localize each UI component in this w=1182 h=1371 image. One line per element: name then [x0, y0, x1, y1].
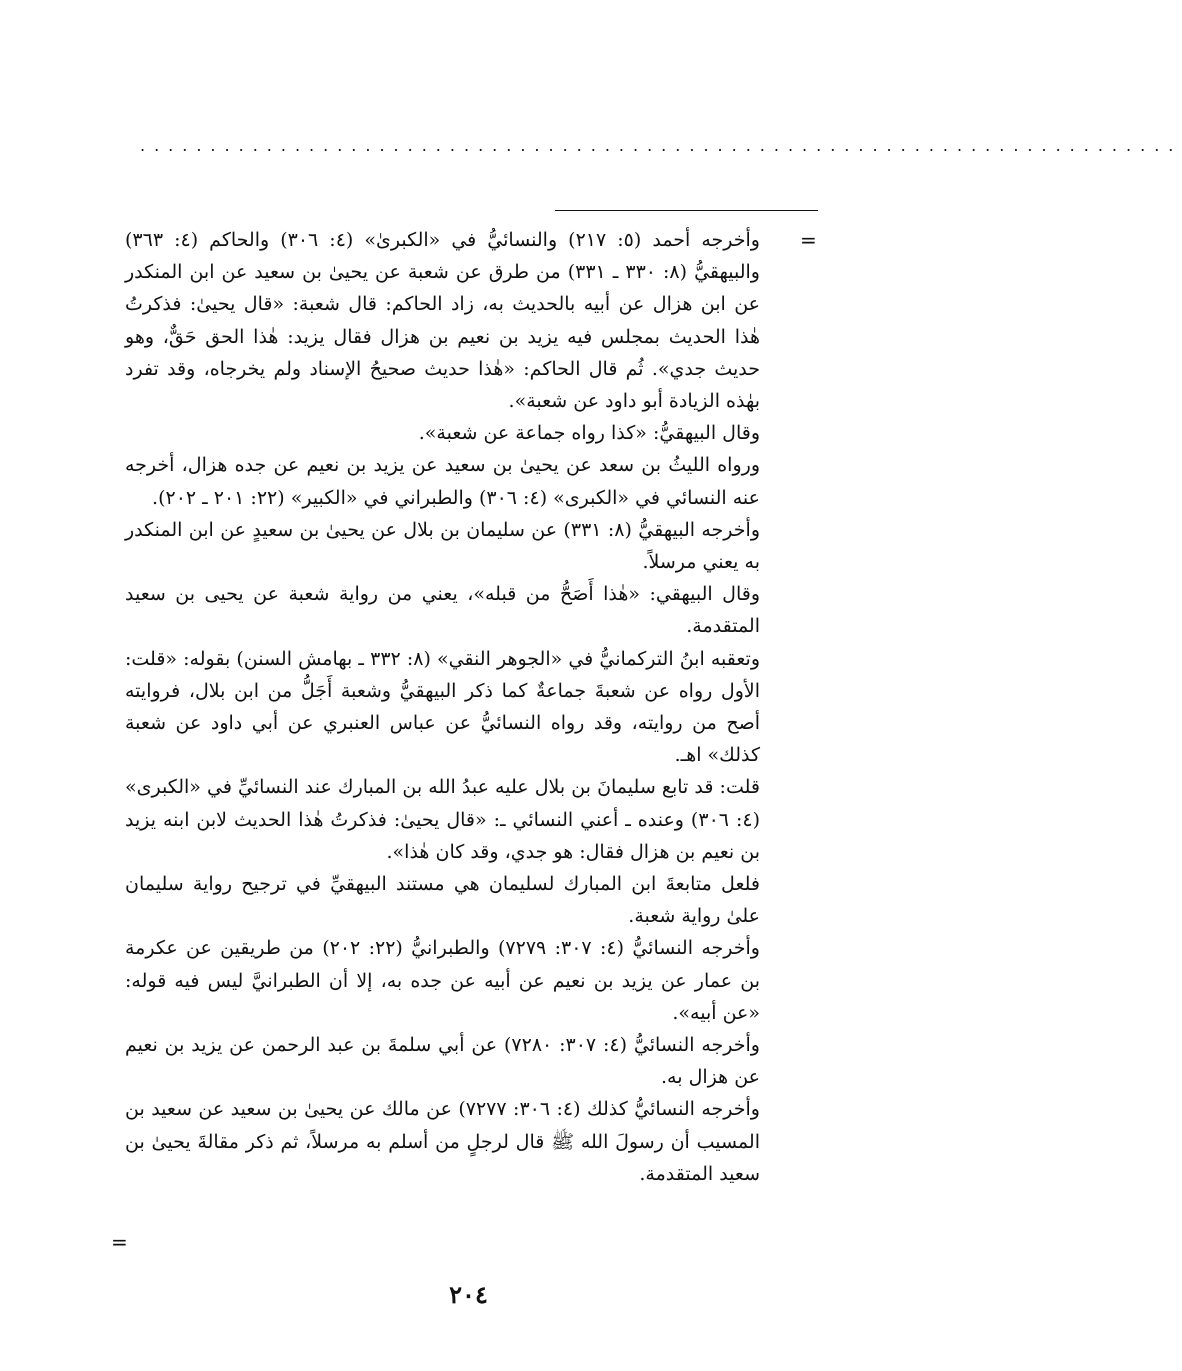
- page-number: ٢٠٤: [449, 1280, 488, 1309]
- footnote-paragraph: وقال البيهقيُّ: «كذا رواه جماعة عن شعبة».: [418, 422, 760, 445]
- footnote-paragraph: وأخرجه النسائيُّ كذلك (٤: ٣٠٦: ٧٢٧٧) عن مالك عن يحيىٰ بن سعيد عن سعيد بن المسيب أن رسولَ الله ﷺ قال لرجلٍ من أسلم به مرسلاً، ثم ذكر مقالةَ يحيىٰ بن سعيد المتقدمة.: [125, 1098, 760, 1185]
- footnote-paragraph: قلت: قد تابع سليمانَ بن بلال عليه عبدُ الله بن المبارك عند النسائيِّ في «الكبرى» (٤: ٣٠٦) وعنده ـ أعني النسائي ـ: «قال يحيىٰ: فذكرتُ هٰذا الحديث لابن ابنه يزيد بن نعيم بن هزال فقال: هو جدي، وقد كان هٰذا».: [125, 776, 760, 863]
- footnote-rule: [555, 210, 818, 211]
- footnote-paragraph: وأخرجه أحمد (٥: ٢١٧) والنسائيُّ في «الكبرىٰ» (٤: ٣٠٦) والحاكم (٤: ٣٦٣) والبيهقيُّ (٨: ٣٣٠ ـ ٣٣١) من طرق عن شعبة عن يحيىٰ بن سعيد عن ابن المنكدر عن ابن هزال عن أبيه بالحديث به، زاد الحاكم: قال شعبة: «قال يحيىٰ: فذكرتُ هٰذا الحديث بمجلس فيه يزيد بن نعيم بن هزال فقال يزيد: هٰذا الحق حَقٌّ، وهو حديث جدي». ثُم قال الحاكم: «هٰذا حديث صحيحُ الإسناد ولم يخرجاه، وقد تفرد بهٰذه الزيادة أبو داود عن شعبة».: [125, 229, 760, 413]
- footnote-paragraph: وقال البيهقي: «هٰذا أَصَحُّ من قبله»، يعني من رواية شعبة عن يحيى بن سعيد المتقدمة.: [125, 583, 760, 638]
- footnote-paragraph: وأخرجه النسائيُّ (٤: ٣٠٧: ٧٢٧٩) والطبرانيُّ (٢٢: ٢٠٢) من طريقين عن عكرمة بن عمار عن يزيد بن نعيم عن أبيه عن جده به، إلا أن الطبرانيَّ ليس فيه قوله: «عن أبيه».: [125, 937, 760, 1024]
- separator-dots: ..........................................................................: [140, 136, 1182, 155]
- continuation-mark-top: =: [800, 228, 817, 252]
- footnote-paragraph: فلعل متابعةَ ابن المبارك لسليمان هي مستند البيهقيِّ في ترجيح رواية سليمان علىٰ رواية شعبة.: [125, 873, 760, 928]
- footnote-paragraph: ورواه الليثُ بن سعد عن يحيىٰ بن سعيد عن يزيد بن نعيم عن جده هزال، أخرجه عنه النسائي في «الكبرى» (٤: ٣٠٦) والطبراني في «الكبير» (٢٢: ٢٠١ ـ ٢٠٢).: [125, 454, 760, 509]
- footnote-paragraph: وتعقبه ابنُ التركمانيُّ في «الجوهر النقي» (٨: ٣٣٢ ـ بهامش السنن) بقوله: «قلت: الأول رواه عن شعبةَ جماعةٌ كما ذكر البيهقيُّ وشعبة أَجَلُّ من ابن بلال، فروايته أصح من روايته، وقد رواه النسائيُّ عن عباس العنبري عن أبي داود عن شعبة كذلك» اهـ.: [125, 647, 760, 767]
- continuation-mark-bottom: =: [111, 1230, 128, 1254]
- footnote-paragraph: وأخرجه البيهقيُّ (٨: ٣٣١) عن سليمان بن بلال عن يحيىٰ بن سعيدٍ عن ابن المنكدر به يعني مرسلاً.: [125, 518, 760, 574]
- footnotes-block: [125, 224, 760, 1190]
- footnote-paragraph: وأخرجه النسائيُّ (٤: ٣٠٧: ٧٢٨٠) عن أبي سلمةَ بن عبد الرحمن عن يزيد بن نعيم عن هزال به.: [125, 1034, 760, 1089]
